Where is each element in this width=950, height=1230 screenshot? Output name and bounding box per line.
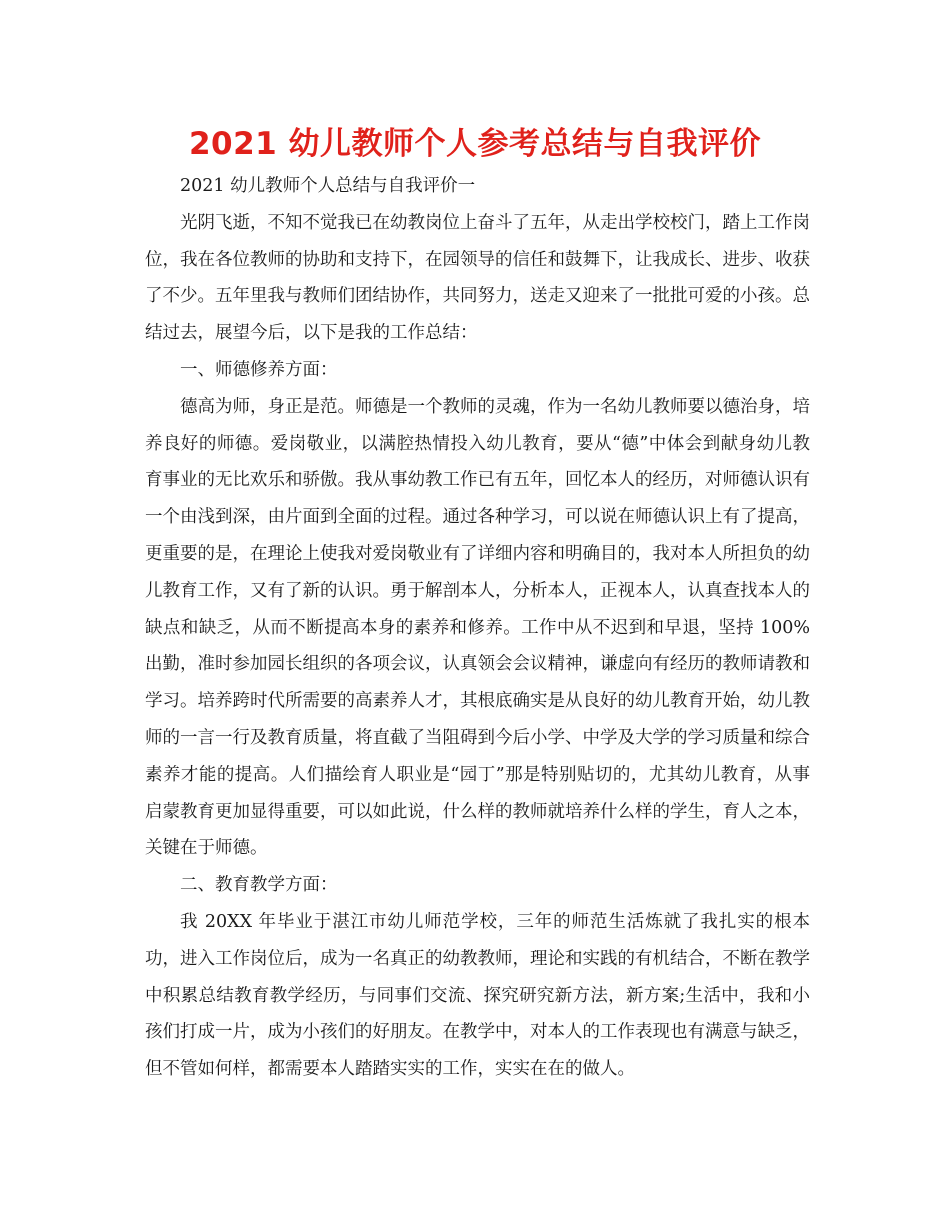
paragraph-ethics: 德高为师，身正是范。师德是一个教师的灵魂，作为一名幼儿教师要以德治身，培养良好的师德。爱岗敬业，以满腔热情投入幼儿教育，要从“德”中体会到献身幼儿教育事业的无比欢乐和骄傲。我从事幼教工作已有五年，回忆本人的经历，对师德认识有一个由浅到深，由片面到全面的过程。通过各种学习，可以说在师德认识上有了提高，更重要的是，在理论上使我对爱岗敬业有了详细内容和明确目的，我对本人所担负的幼儿教育工作，又有了新的认识。勇于解剖本人，分析本人，正视本人，认真查找本人的缺点和缺乏，从而不断提高本身的素养和修养。工作中从不迟到和早退，坚持 100%出勤，准时参加园长组织的各项会议，认真领会会议精神，谦虚向有经历的教师请教和学习。培养跨时代所需要的高素养人才，其根底确实是从良好的幼儿教育开始，幼儿教师的一言一行及教育质量，将直截了当阻碍到今后小学、中学及大学的学习质量和综合素养才能的提高。人们描绘育人职业是“园丁”那是特别贴切的，尤其幼儿教育，从事启蒙教育更加显得重要，可以如此说，什么样的教师就培养什么样的学生，育人之本，关键在于师德。 bbox=[145, 396, 810, 859]
paragraph-subtitle: 2021 幼儿教师个人总结与自我评价一 bbox=[180, 176, 476, 196]
section-heading-ethics: 一、师德修养方面： bbox=[180, 359, 338, 380]
paragraph-teaching: 我 20XX 年毕业于湛江市幼儿师范学校，三年的师范生活炼就了我扎实的根本功，进入工作岗位后，成为一名真正的幼教教师，理论和实践的有机结合，不断在教学中积累总结教育教学经历，与同事们交流、探究研究新方法，新方案;生活中，我和小孩们打成一片，成为小孩们的好朋友。在教学中，对本人的工作表现也有满意与缺乏，但不管如何样，都需要本人踏踏实实的工作，实实在在的做人。 bbox=[145, 911, 810, 1080]
document-body bbox=[145, 168, 810, 1088]
document-title: 2021 幼儿教师个人参考总结与自我评价 bbox=[188, 126, 762, 162]
section-heading-teaching: 二、教育教学方面： bbox=[180, 875, 338, 896]
paragraph-intro: 光阴飞逝，不知不觉我已在幼教岗位上奋斗了五年，从走出学校校门，踏上工作岗位，我在各位教师的协助和支持下，在园领导的信任和鼓舞下，让我成长、进步、收获了不少。五年里我与教师们团结协作，共同努力，送走又迎来了一批批可爱的小孩。总结过去，展望今后，以下是我的工作总结： bbox=[145, 212, 810, 344]
